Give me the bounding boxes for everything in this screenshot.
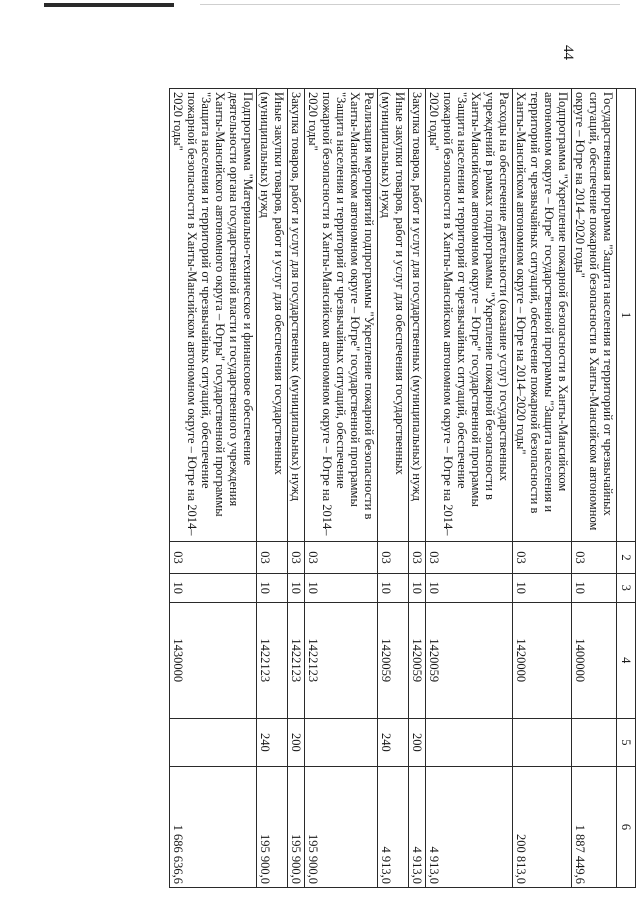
row-expense-type: 240 <box>257 718 288 766</box>
row-expense-type: 240 <box>378 718 409 766</box>
scan-top-edge <box>0 0 640 12</box>
row-expense-type <box>572 718 617 766</box>
row-subsection: 10 <box>170 573 257 602</box>
row-amount: 195 900,0 <box>305 767 378 888</box>
row-description: Закупка товаров, работ и услуг для государственных (муниципальных) нужд <box>288 89 305 542</box>
row-expense-type: 200 <box>288 718 305 766</box>
row-target-article: 1420000 <box>513 602 572 718</box>
row-target-article: 1420059 <box>409 602 426 718</box>
row-description: Подпрограмма "Материально-техническое и финансовое обеспечение деятельности органа государственной власти и государственного учреждения Ханты-Мансийского автономного округа – Югры" государственной программы "Защита населения и территорий от чрезвычайных ситуаций, обеспечение пожарной безопасности в Ханты-Мансийском автономном округе – Югре на 2014–2020 годы" <box>170 89 257 542</box>
header-cell: 1 <box>617 89 636 542</box>
row-subsection: 10 <box>409 573 426 602</box>
row-target-article: 1420059 <box>378 602 409 718</box>
row-description: Подпрограмма "Укрепление пожарной безопасности в Ханты-Мансийском автономном округе – Югре" государственной программы "Защита населения и территорий от чрезвычайных ситуаций, обеспечение пожарной безопасности в Ханты-Мансийском автономном округе – Югре на 2014–2020 годы" <box>513 89 572 542</box>
row-target-article: 1420059 <box>426 602 513 718</box>
row-section: 03 <box>572 542 617 573</box>
row-section: 03 <box>305 542 378 573</box>
row-target-article: 1422123 <box>288 602 305 718</box>
page-number: 44 <box>560 45 576 60</box>
row-expense-type <box>170 718 257 766</box>
table-row <box>288 89 305 888</box>
row-amount: 200 813,0 <box>513 767 572 888</box>
budget-table <box>169 88 636 888</box>
row-subsection: 10 <box>426 573 513 602</box>
row-description: Закупка товаров, работ и услуг для государственных (муниципальных) нужд <box>409 89 426 542</box>
row-target-article: 1430000 <box>170 602 257 718</box>
table-row <box>426 89 513 888</box>
row-section: 03 <box>288 542 305 573</box>
row-expense-type <box>513 718 572 766</box>
row-amount: 195 900,0 <box>257 767 288 888</box>
header-cell: 3 <box>617 573 636 602</box>
row-target-article: 1422123 <box>257 602 288 718</box>
row-expense-type <box>426 718 513 766</box>
table-row <box>572 89 617 888</box>
row-description: Реализация мероприятий подпрограммы "Укрепление пожарной безопасности в Ханты-Мансийском автономном округе – Югре" государственной программы "Защита населения и территорий от чрезвычайных ситуаций, обеспечение пожарной безопасности в Ханты-Мансийском автономном округе – Югре на 2014–2020 годы" <box>305 89 378 542</box>
row-target-article: 1400000 <box>572 602 617 718</box>
row-amount: 4 913,0 <box>426 767 513 888</box>
table-row <box>378 89 409 888</box>
row-section: 03 <box>426 542 513 573</box>
header-cell: 4 <box>617 602 636 718</box>
row-section: 03 <box>513 542 572 573</box>
row-section: 03 <box>378 542 409 573</box>
header-cell: 2 <box>617 542 636 573</box>
row-section: 03 <box>257 542 288 573</box>
row-subsection: 10 <box>257 573 288 602</box>
table-row <box>305 89 378 888</box>
row-subsection: 10 <box>288 573 305 602</box>
row-description: Расходы на обеспечение деятельности (оказание услуг) государственных учреждений в рамках подпрограммы "Укрепление пожарной безопасности в Ханты-Мансийском автономном округе – Югре" государственной программы "Защита населения и территорий от чрезвычайных ситуаций, обеспечение пожарной безопасности в Ханты-Мансийском автономном округе – Югре на 2014–2020 годы" <box>426 89 513 542</box>
row-amount: 1 686 636,6 <box>170 767 257 888</box>
row-subsection: 10 <box>378 573 409 602</box>
table-row <box>170 89 257 888</box>
scan-line <box>200 4 620 5</box>
row-section: 03 <box>170 542 257 573</box>
rotated-table-sheet <box>88 88 636 888</box>
row-expense-type: 200 <box>409 718 426 766</box>
header-row <box>617 89 636 888</box>
row-section: 03 <box>409 542 426 573</box>
table-row <box>513 89 572 888</box>
row-target-article: 1422123 <box>305 602 378 718</box>
row-description: Иные закупки товаров, работ и услуг для обеспечения государственных (муниципальных) нужд <box>378 89 409 542</box>
row-description: Иные закупки товаров, работ и услуг для обеспечения государственных (муниципальных) нужд <box>257 89 288 542</box>
row-amount: 1 887 449,6 <box>572 767 617 888</box>
row-expense-type <box>305 718 378 766</box>
row-amount: 195 900,0 <box>288 767 305 888</box>
row-description: Государственная программа "Защита населения и территорий от чрезвычайных ситуаций, обеспечение пожарной безопасности в Ханты-Мансийском автономном округе – Югре на 2014–2020 годы" <box>572 89 617 542</box>
row-amount: 4 913,0 <box>378 767 409 888</box>
row-subsection: 10 <box>513 573 572 602</box>
row-subsection: 10 <box>572 573 617 602</box>
scan-mark <box>44 3 174 7</box>
row-subsection: 10 <box>305 573 378 602</box>
header-cell: 5 <box>617 718 636 766</box>
header-cell: 6 <box>617 767 636 888</box>
table-row <box>409 89 426 888</box>
row-amount: 4 913,0 <box>409 767 426 888</box>
table-row <box>257 89 288 888</box>
